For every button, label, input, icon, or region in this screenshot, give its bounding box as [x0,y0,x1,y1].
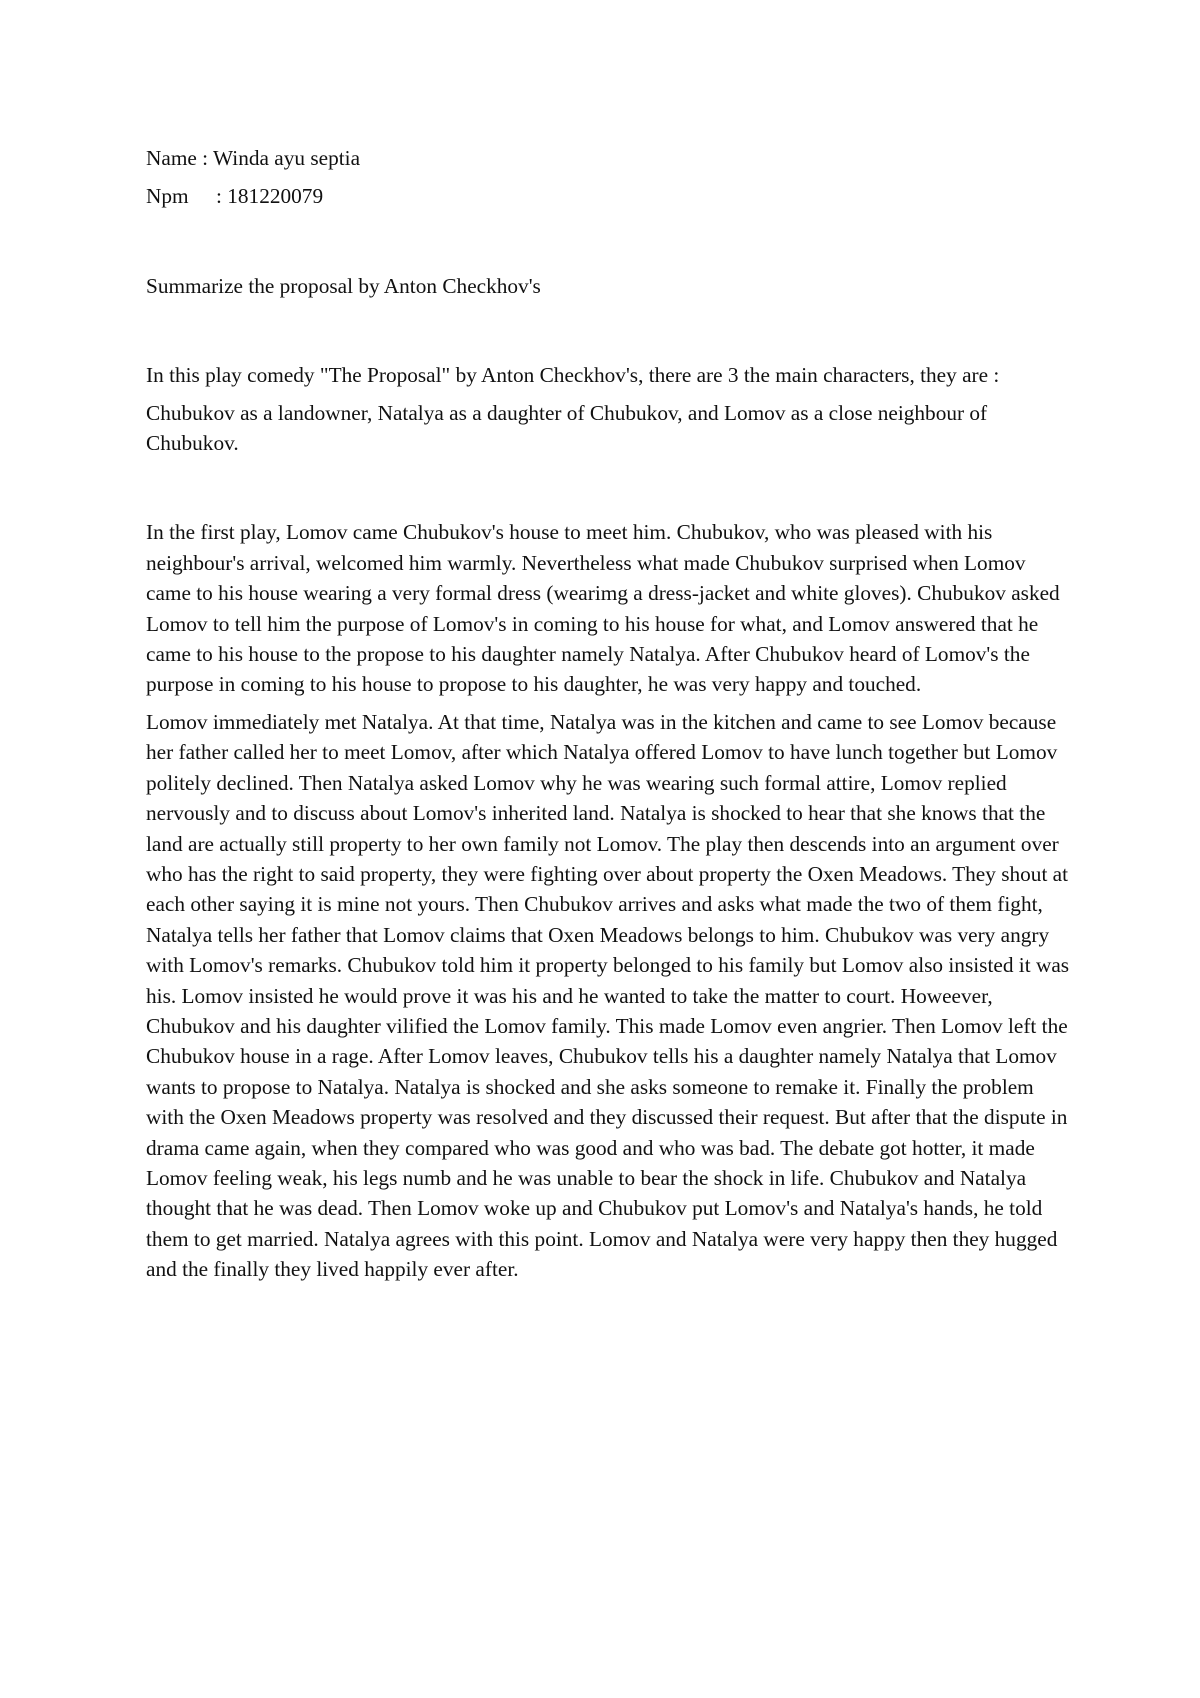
student-name: Winda ayu septia [213,146,361,170]
document-body [146,143,1072,1285]
student-npm: 181220079 [227,184,324,209]
npm-separator: : [216,184,228,209]
student-name-line [146,143,1072,173]
name-label: Name [146,146,197,170]
npm-label: Npm [146,184,189,209]
paragraph-characters: Chubukov as a landowner, Natalya as a daughter of Chubukov, and Lomov as a close neighbour of Chubukov. [146,400,988,456]
paragraph-first-scene: In the first play, Lomov came Chubukov's house to meet him. Chubukov, who was pleased with his neighbour's arrival, welcomed him warmly. Nevertheless what made Chubukov surprised when Lomov came to his house wearing a very formal dress (wearimg a dress-jacket and white gloves). Chubukov asked Lomov to tell him the purpose of Lomov's in coming to his house for what, and Lomov answered that he came to his house to the propose to his daughter namely Natalya. After Chubukov heard of Lomov's the purpose in coming to his house to propose to his daughter, he was very happy and touched. [146,520,1060,697]
assignment-title: Summarize the proposal by Anton Checkhov's [146,273,541,298]
student-npm-line [146,181,1072,211]
paragraph-main-summary: Lomov immediately met Natalya. At that time, Natalya was in the kitchen and came to see Lomov because her father called her to meet Lomov, after which Natalya offered Lomov to have lunch together but Lomov politely declined. Then Natalya asked Lomov why he was wearing such formal attire, Lomov replied nervously and to discuss about Lomov's inherited land. Natalya is shocked to hear that she knows that the land are actually still property to her own family not Lomov. The play then descends into an argument over who has the right to said property, they were fighting over about property the Oxen Meadows. They shout at each other saying it is mine not yours. Then Chubukov arrives and asks what made the two of them fight, Natalya tells her father that Lomov claims that Oxen Meadows belongs to him. Chubukov was very angry with Lomov's remarks. Chubukov told him it property belonged to his family but Lomov also insisted it was his. Lomov insisted he would prove it was his and he wanted to take the matter to court. Howeever, Chubukov and his daughter vilified the Lomov family. This made Lomov even angrier. Then Lomov left the Chubukov house in a rage. After Lomov leaves, Chubukov tells his a daughter namely Natalya that Lomov wants to propose to Natalya. Natalya is shocked and she asks someone to remake it. Finally the problem with the Oxen Meadows property was resolved and they discussed their request. But after that the dispute in drama came again, when they compared who was good and who was bad. The debate got hotter, it made Lomov feeling weak, his legs numb and he was unable to bear the shock in life. Chubukov and Natalya thought that he was dead. Then Lomov woke up and Chubukov put Lomov's and Natalya's hands, he told them to get married. Natalya agrees with this point. Lomov and Natalya were very happy then they hugged and the finally they lived happily ever after. [146,709,1070,1282]
name-separator: : [196,146,214,170]
paragraph-intro: In this play comedy "The Proposal" by Anton Checkhov's, there are 3 the main characters, they are : [146,363,1000,388]
